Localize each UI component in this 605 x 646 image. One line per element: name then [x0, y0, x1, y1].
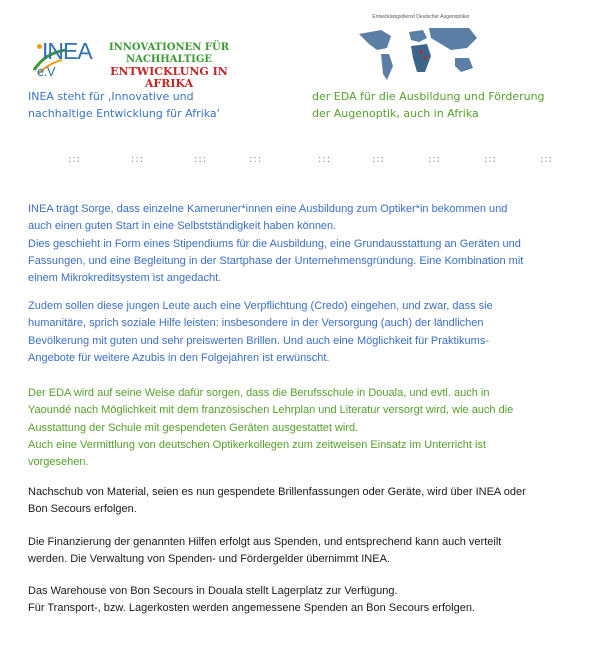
separator-dots: :::	[68, 154, 82, 165]
paragraph-line: Bevölkerung mit guten und sehr preiswerten Brillen. Und auch eine Möglichkeit für Praktikums-	[28, 334, 489, 347]
intro-right	[312, 88, 592, 122]
paragraph-credo	[28, 298, 583, 367]
paragraph-line: INEA trägt Sorge, dass einzelne Kameruner*innen eine Ausbildung zum Optiker*in bekommen und	[28, 203, 508, 215]
paragraph-line: Für Transport-, bzw. Lagerkosten werden angemessene Spenden an Bon Secours erfolgen.	[28, 602, 475, 615]
paragraph-line: Bon Secours erfolgen.	[28, 503, 137, 516]
paragraph-financing	[28, 534, 583, 569]
intro-right-line: der Augenoptik, auch in Afrika	[312, 107, 479, 120]
separator-dots: :::	[540, 154, 554, 165]
paragraph-eda	[28, 385, 583, 471]
paragraph-line: vorgesehen.	[28, 456, 89, 469]
paragraph-line: Nachschub von Material, seien es nun gespendete Brillenfassungen oder Geräte, wird über INEA oder	[28, 486, 526, 498]
intro-right-line: der EDA für die Ausbildung und Förderung	[312, 90, 545, 103]
paragraph-line: einem Mikrokreditsystem ist angedacht.	[28, 272, 222, 285]
paragraph-line: Auch eine Vermittlung von deutschen Optikerkollegen zum zeitweisen Einsatz im Unterricht ist	[28, 438, 486, 451]
map-caption: Entwicklungsdienst Deutscher Augenoptiker	[372, 14, 470, 20]
separator-dots: :::	[194, 154, 208, 165]
paragraph-line: auch einen guten Start in eine Selbstständigkeit haben können.	[28, 220, 337, 233]
tagline-line-2: NACHHALTIGE	[125, 54, 212, 65]
separator-dots: :::	[131, 154, 145, 165]
paragraph-line: werden. Die Verwaltung von Spenden- und Fördergelder übernimmt INEA.	[28, 553, 390, 566]
paragraph-warehouse	[28, 583, 583, 618]
separator-dots: :::	[249, 154, 263, 165]
paragraph-line: Zudem sollen diese jungen Leute auch eine Verpflichtung (Credo) eingehen, und zwar, dass sie	[28, 300, 493, 312]
paragraph-line: Ausstattung der Schule mit gespendeten Geräten ausgestattet wird.	[28, 421, 359, 434]
separator-dots: :::	[372, 154, 386, 165]
paragraph-line: Die Finanzierung der genannten Hilfen erfolgt aus Spenden, und entsprechend kann auch verteilt	[28, 536, 502, 548]
paragraph-material	[28, 484, 583, 519]
paragraph-line: Das Warehouse von Bon Secours in Douala stellt Lagerplatz zur Verfügung.	[28, 585, 398, 597]
paragraph-line: humanitäre, sprich soziale Hilfe leisten: insbesondere in der Versorgung (auch) der ländlichen	[28, 317, 484, 330]
intro-left-line: INEA steht für ‚Innovative und	[28, 90, 194, 103]
separator-dots: :::	[484, 154, 498, 165]
paragraph-line: Dies geschieht in Form eines Stipendiums für die Ausbildung, eine Grundausstattung an Geräten und	[28, 237, 521, 250]
paragraph-line: Angebote für weitere Azubis in den Folgejahren ist erwünscht.	[28, 351, 330, 364]
logo-wordmark: INEA	[42, 38, 92, 64]
paragraph-line: Yaoundé nach Möglichkeit mit dem französischen Lehrplan und Literatur versorgt wird, wie auch die	[28, 404, 514, 417]
paragraph-line: Fassungen, und eine Begleitung in der Startphase der Unternehmensgründung. Eine Kombination mit	[28, 254, 524, 267]
intro-left	[28, 88, 308, 122]
separator-dots: :::	[318, 154, 332, 165]
logo-suffix: e.V	[37, 64, 56, 79]
tagline-line-3: ENTWICKLUNG IN AFRIKA	[110, 65, 228, 90]
paragraph-training	[28, 201, 583, 287]
separator-dots: :::	[428, 154, 442, 165]
world-map-icon	[351, 14, 491, 96]
paragraph-line: Der EDA wird auf seine Weise dafür sorgen, dass die Berufsschule in Douala, und evtl. auch in	[28, 387, 490, 399]
intro-left-line: nachhaltige Entwicklung für Afrika‘	[28, 107, 221, 120]
tagline-line-1: INNOVATIONEN FÜR	[108, 42, 230, 53]
